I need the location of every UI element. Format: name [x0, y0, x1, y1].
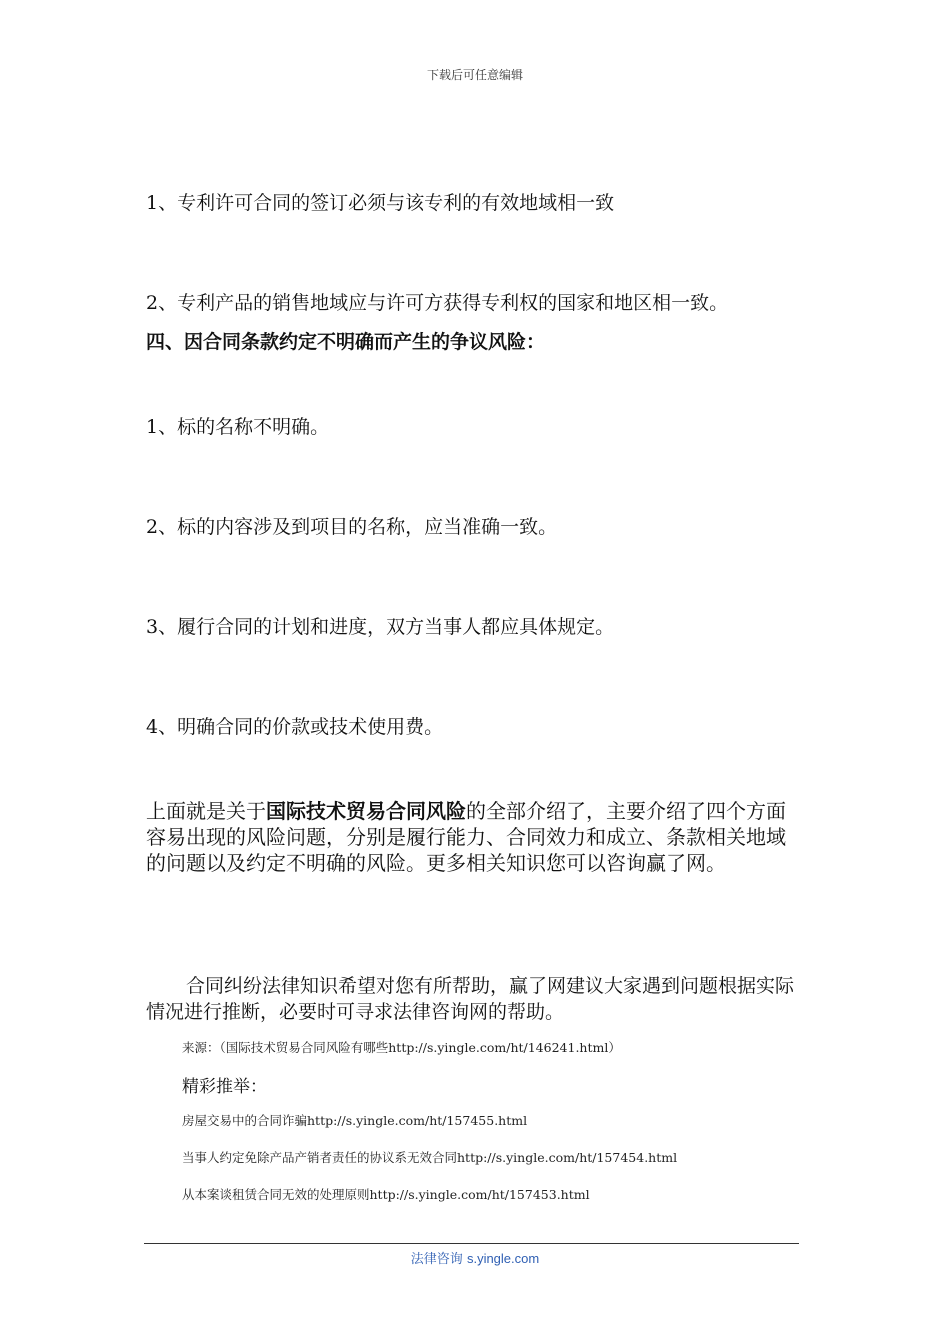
recommend-link-2[interactable]: 当事人约定免除产品产销者责任的协议系无效合同http://s.yingle.com/ht/157454.html — [182, 1150, 678, 1165]
section4-item-2: 2、标的内容涉及到项目的名称，应当准确一致。 — [146, 516, 558, 538]
footer-link[interactable] — [411, 1252, 539, 1267]
footer-label: 法律咨询 — [410, 1252, 463, 1267]
footer-site: s.yingle.com — [466, 1251, 540, 1266]
section3-item-1: 1、专利许可合同的签订必须与该专利的有效地域相一致 — [146, 192, 615, 214]
summary-paragraph — [146, 798, 796, 876]
summary-suffix: 的全部介绍了，主要介绍了四个方面容易出现的风险问题，分别是履行能力、合同效力和成立、条款相关地域的问题以及约定不明确的风险。更多相关知识您可以咨询赢了网。 — [146, 799, 786, 875]
section4-item-4: 4、明确合同的价款或技术使用费。 — [146, 716, 444, 738]
summary-prefix: 上面就是关于 — [146, 799, 266, 823]
summary-keyword[interactable]: 国际技术贸易合同风险 — [266, 799, 466, 823]
advice-paragraph: 合同纠纷法律知识希望对您有所帮助，赢了网建议大家遇到问题根据实际情况进行推断，必要时可寻求法律咨询网的帮助。 — [146, 975, 795, 1023]
section3-item-2: 2、专利产品的销售地域应与许可方获得专利权的国家和地区相一致。 — [146, 292, 729, 314]
recommend-link-1[interactable]: 房屋交易中的合同诈骗http://s.yingle.com/ht/157455.html — [182, 1113, 528, 1128]
footer-divider — [144, 1243, 799, 1244]
section4-item-1: 1、标的名称不明确。 — [146, 416, 330, 438]
section4-heading: 四、因合同条款约定不明确而产生的争议风险： — [146, 331, 546, 353]
source-citation: 来源：（国际技术贸易合同风险有哪些http://s.yingle.com/ht/146241.html） — [182, 1040, 621, 1055]
recommend-link-3[interactable]: 从本案谈租赁合同无效的处理原则http://s.yingle.com/ht/157453.html — [182, 1187, 590, 1202]
section4-item-3: 3、履行合同的计划和进度，双方当事人都应具体规定。 — [146, 616, 615, 638]
page-header-note: 下载后可任意编辑 — [426, 68, 523, 82]
recommend-title: 精彩推举： — [182, 1077, 267, 1097]
page-footer — [0, 1248, 950, 1267]
